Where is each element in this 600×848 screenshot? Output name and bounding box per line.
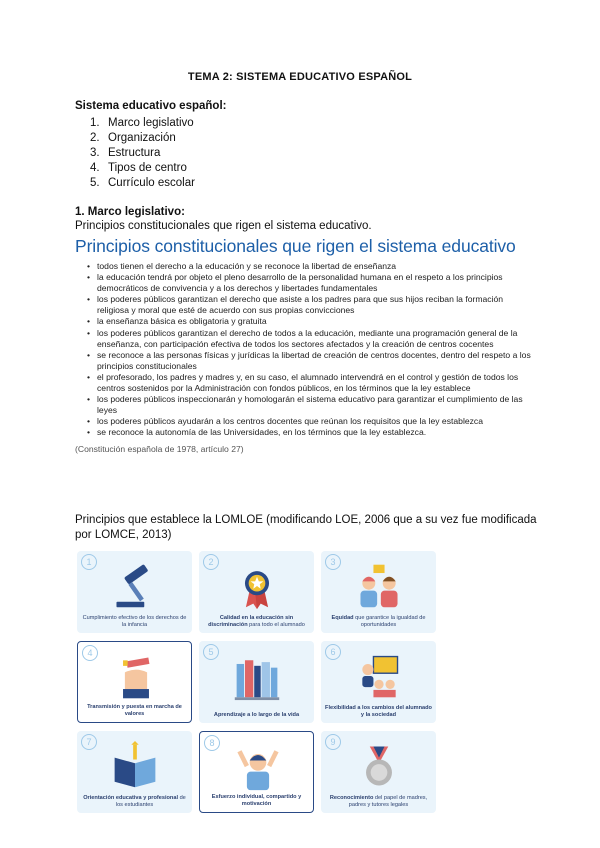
card-caption-text: para todo el alumnado (247, 622, 305, 628)
card-caption (203, 615, 310, 629)
card-number: 7 (81, 734, 97, 750)
medal-ribbon-icon (353, 741, 405, 791)
principle-card (321, 731, 436, 813)
principle-item: • la enseñanza básica es obligatoria y gratuita (87, 316, 535, 327)
cheering-student-icon (232, 742, 284, 792)
card-number: 6 (325, 644, 341, 660)
principle-item: • todos tienen el derecho a la educación y se reconoce la libertad de enseñanza (87, 261, 535, 272)
principle-item: • la educación tendrá por objeto el pleno desarrollo de la personalidad humana en el respeto a los principios democráticos de convivencia y a los derechos y libertades fundamentales (87, 272, 535, 294)
principle-card (199, 551, 314, 633)
card-caption-bold: Orientación educativa y profesional (83, 795, 179, 801)
index-item (90, 116, 195, 131)
index-heading: Sistema educativo español: (75, 100, 227, 112)
index-item-number: 1. (90, 117, 100, 129)
principles-figure (75, 236, 535, 454)
gavel-icon (109, 561, 161, 611)
medal-icon (231, 561, 283, 611)
principle-card (77, 551, 192, 633)
index-item-label: Estructura (108, 147, 161, 159)
index-item-number: 3. (90, 147, 100, 159)
principles-citation: (Constitución española de 1978, artículo 27) (75, 443, 244, 454)
index-item-number: 4. (90, 162, 100, 174)
books-icon (231, 651, 283, 701)
lomloe-principles-grid (77, 551, 437, 813)
principles-title: Principios constitucionales que rigen el sistema educativo (75, 236, 516, 256)
index-item-number: 2. (90, 132, 100, 144)
card-caption-text: de los estudiantes (115, 795, 186, 808)
document-title: TEMA 2: SISTEMA EDUCATIVO ESPAÑOL (187, 71, 413, 83)
principle-card (321, 551, 436, 633)
principle-card (321, 641, 436, 723)
card-caption-text: del papel de madres, padres y tutores legales (348, 795, 428, 808)
index-item-label: Organización (108, 132, 176, 144)
open-book-icon (109, 741, 161, 791)
card-number: 1 (81, 554, 97, 570)
card-caption (81, 795, 188, 809)
principle-card (77, 641, 192, 723)
index-item (90, 176, 195, 191)
card-caption-text: Cumplimiento efectivo de los derechos de la infancia (82, 615, 187, 628)
hand-pencil-icon (110, 652, 162, 702)
index-item-number: 5. (90, 177, 100, 189)
principle-card (199, 731, 314, 813)
card-number: 5 (203, 644, 219, 660)
index-item (90, 161, 195, 176)
principle-card (77, 731, 192, 813)
index-item-label: Currículo escolar (108, 177, 195, 189)
card-caption (204, 794, 309, 808)
principles-list (75, 261, 535, 439)
card-number: 8 (204, 735, 220, 751)
index-item (90, 131, 195, 146)
card-caption (203, 712, 310, 719)
section-heading: 1. Marco legislativo: (75, 206, 185, 218)
card-caption-bold: Flexibilidad a los cambios del alumnado y la sociedad (325, 705, 432, 718)
principle-item: • se reconoce a las personas físicas y jurídicas la libertad de creación de centros docentes, dentro del respeto a los principios constitucionales (87, 350, 535, 372)
card-caption-bold: Aprendizaje a lo largo de la vida (213, 712, 300, 718)
section-intro: Principios constitucionales que rigen el sistema educativo. (75, 220, 372, 232)
principle-item: • los poderes públicos garantizan el derecho que asiste a los padres para que sus hijos reciban la formación religiosa y moral que esté de acuerdo con sus propias convicciones (87, 294, 535, 316)
card-caption-bold: Equidad (331, 615, 354, 621)
index-list (90, 116, 195, 191)
students-icon (353, 561, 405, 611)
index-item (90, 146, 195, 161)
card-caption (325, 705, 432, 719)
card-caption (325, 795, 432, 809)
lomloe-intro: Principios que establece la LOMLOE (modificando LOE, 2006 que a su vez fue modificada por LOMCE, 2013) (75, 514, 537, 541)
index-item-label: Tipos de centro (108, 162, 187, 174)
card-number: 4 (82, 645, 98, 661)
principle-item: • los poderes públicos ayudarán a los centros docentes que reúnan los requisitos que la ley establezca (87, 416, 535, 427)
card-number: 9 (325, 734, 341, 750)
index-item-label: Marco legislativo (108, 117, 194, 129)
card-caption-text: que garantice la igualdad de oportunidades (353, 615, 426, 628)
card-caption-bold: Reconocimiento (329, 795, 374, 801)
principle-item: • los poderes públicos inspeccionarán y homologarán el sistema educativo para garantizar el cumplimiento de las leyes (87, 394, 535, 416)
card-caption (82, 704, 187, 718)
card-caption (81, 615, 188, 629)
card-number: 2 (203, 554, 219, 570)
principle-item: • el profesorado, los padres y madres y, en su caso, el alumnado intervendrá en el control y gestión de todos los centros sostenidos por la Administración con fondos públicos, en los términos que la ley establece (87, 372, 535, 394)
card-caption-bold: Calidad en la educación sin discriminación (208, 615, 294, 628)
principle-item: • se reconoce la autonomía de las Universidades, en los términos que la ley establezca. (87, 427, 535, 438)
card-caption-bold: Transmisión y puesta en marcha de valores (87, 704, 182, 717)
classroom-icon (353, 651, 405, 701)
principle-item: • los poderes públicos garantizan el derecho de todos a la educación, mediante una programación general de la enseñanza, con participación efectiva de todos los sectores afectados y la creación de centros cocentes (87, 328, 535, 350)
principle-card (199, 641, 314, 723)
card-caption-bold: Esfuerzo individual, compartido y motivación (211, 794, 302, 807)
card-caption (325, 615, 432, 629)
card-number: 3 (325, 554, 341, 570)
